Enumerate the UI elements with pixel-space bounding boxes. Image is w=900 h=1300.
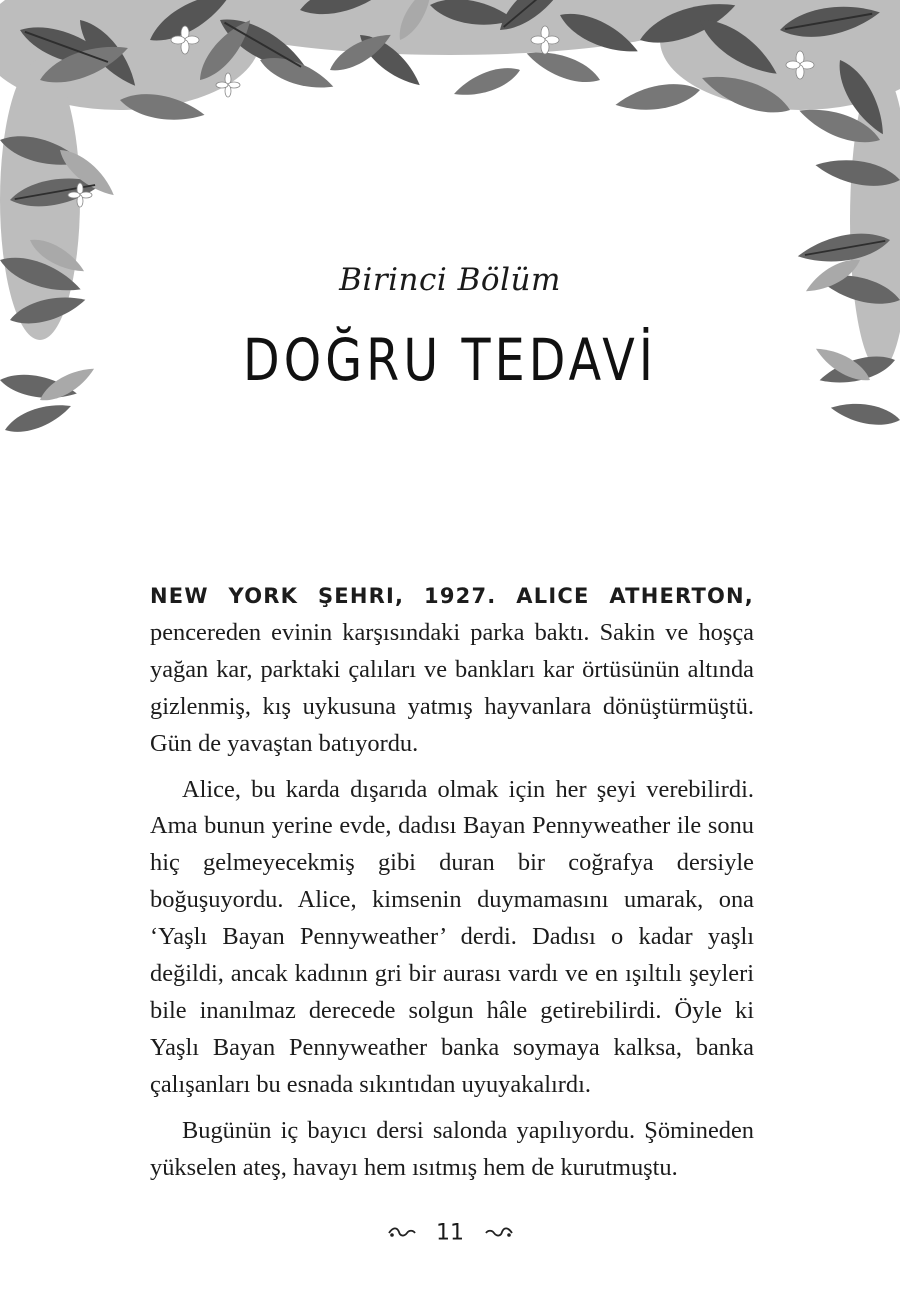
chapter-title: DOĞRU TEDAVİ [242,326,658,394]
paragraph-2: Alice, bu karda dışarıda olmak için her şeyi verebilirdi. Ama bunun yerine evde, dadısı Bayan Pennyweather ile sonu hiç gelmeyecekmiş gibi duran bir coğrafya dersiyle boğuşuyordu. Alice, kimsenin duymamasını umarak, ona ‘Yaşlı Bayan Pennyweather’ derdi. Dadısı o kadar yaşlı değildi, ancak kadının gri bir aurası vardı ve en ışıltılı şeyleri bile inanılmaz derecede solgun hâle getirebilirdi. Öyle ki Yaşlı Bayan Pennyweather banka soymaya kalksa, banka çalışanları bu esnada sıkıntıdan uyuyakalırdı. [150,775,754,1098]
paragraph-3: Bugünün iç bayıcı dersi salonda yapılıyordu. Şömineden yükselen ateş, havayı hem ısıtmış hem de kurutmuştu. [150,1116,754,1181]
paragraph-1 [150,578,754,763]
chapter-label: Birinci Bölüm [339,262,561,298]
paragraph-lead: NEW YORK ŞEHRI, 1927. ALICE ATHERTON, [150,584,754,608]
left-ornament-icon [387,1226,417,1240]
body-text [150,578,754,1196]
foliage-illustration [0,0,900,470]
paragraph-text: pencereden evinin karşısındaki parka baktı. Sakin ve hoşça yağan kar, parktaki çalıları ve bankları kar örtüsünün altında gizlenmiş, kış uykusuna yatmış hayvanlara dönüştürmüştü. Gün de yavaştan batıyordu. [150,618,754,757]
right-ornament-icon [484,1226,514,1240]
page-number: 11 [436,1220,464,1246]
page-footer [0,1218,900,1245]
